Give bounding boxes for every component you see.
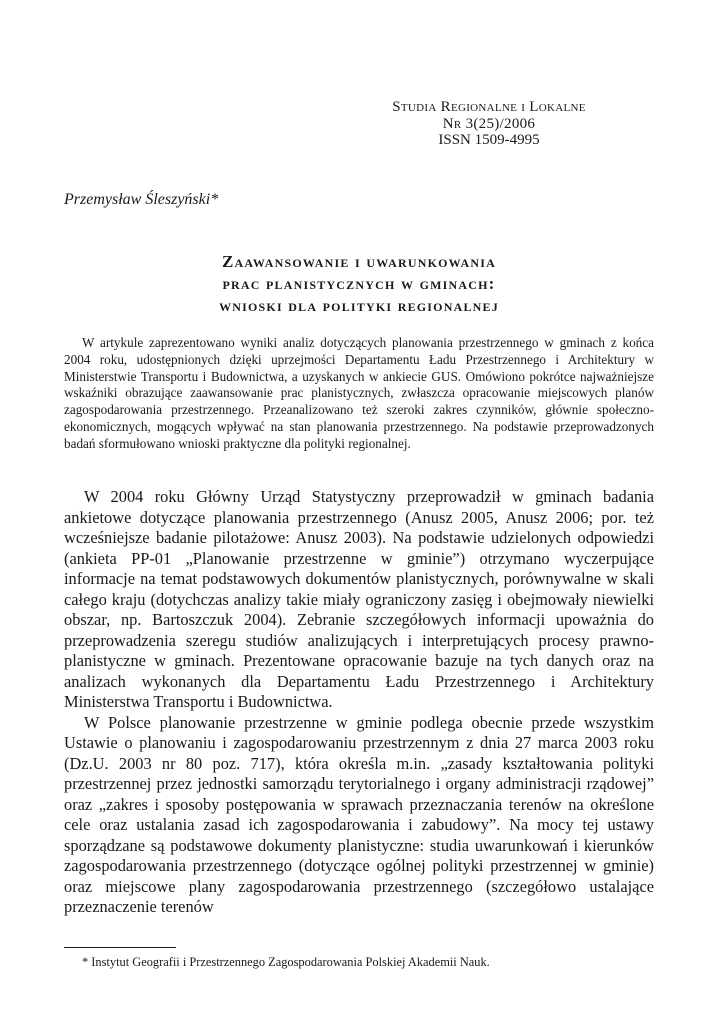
journal-header [369,99,609,149]
abstract [64,335,654,453]
journal-issue: Nr 3(25)/2006 [442,115,536,132]
journal-name: Studia Regionalne i Lokalne [392,99,586,115]
title-line-3: wnioski dla polityki regionalnej [219,296,499,315]
footnote: * Instytut Geografii i Przestrzennego Zagospodarowania Polskiej Akademii Nauk. [82,955,490,969]
author-name: Przemysław Śleszyński* [64,191,219,208]
journal-issn: ISSN 1509-4995 [438,132,540,148]
title-line-1: Zaawansowanie i uwarunkowania [221,252,496,271]
body-paragraph-1: W 2004 roku Główny Urząd Statystyczny przeprowadził w gminach badania ankietowe dotyczące planowania przestrzennego (Anusz 2005, Anusz 2006; por. też wcześniejsze badanie pilotażowe: Anusz 2003). Na podstawie udzielonych odpowiedzi (ankieta PP-01 „Planowanie przestrzenne w gminie”) otrzymano wyczerpujące informacje na temat podstawowych dokumentów planistycznych, porównywalne w skali całego kraju (dotychczas analizy takie miały ograniczony zasięg i obejmowały niewielki obszar, np. Bartoszczuk 2004). Zebranie szczegółowych informacji upoważnia do przeprowadzenia szeregu studiów analizujących i interpretujących procesy prawno-planistyczne w gminach. Prezentowane opracowanie bazuje na tych danych oraz na analizach wykonanych dla Departamentu Ładu Przestrzennego i Architektury Ministerstwa Transportu i Budownictwa. [64,487,654,711]
title-line-2: prac planistycznych w gminach: [222,274,496,293]
footnote-rule [64,947,176,948]
body-text [64,487,654,918]
article-title [64,251,654,317]
body-paragraph-2: W Polsce planowanie przestrzenne w gminie podlega obecnie przede wszystkim Ustawie o planowaniu i zagospodarowaniu przestrzennym z dnia 27 marca 2003 roku (Dz.U. 2003 nr 80 poz. 717), która określa m.in. „zasady kształtowania polityki przestrzennej przez jednostki samorządu terytorialnego i organy administracji rządowej” oraz „zakres i sposoby postępowania w sprawach przeznaczania terenów na określone cele oraz ustalania zasad ich zagospodarowania i zabudowy”. Na mocy tej ustawy sporządzane są podstawowe dokumenty planistyczne: studia uwarunkowań i kierunków zagospodarowania przestrzennego (dotyczące ogólnej polityki przestrzennej w gminie) oraz miejscowe plany zagospodarowania przestrzennego (szczegółowo ustalające przeznaczenie terenów [64,712,654,916]
abstract-text: W artykule zaprezentowano wyniki analiz dotyczących planowania przestrzennego w gminach z końca 2004 roku, udostępnionych dzięki uprzejmości Departamentu Ładu Przestrzennego i Architektury w Ministerstwie Transportu i Budownictwa, a uzyskanych w ankiecie GUS. Omówiono pokrótce najważniejsze wskaźniki obrazujące zaawansowanie prac planistycznych, zwłaszcza opracowanie miejscowych planów zagospodarowania przestrzennego. Przeanalizowano też szeroki zakres czynników, głównie społeczno-ekonomicznych, mogących wpływać na stan planowania przestrzennego. Na podstawie przeprowadzonych badań sformułowano wnioski praktyczne dla polityki regionalnej. [64,335,654,451]
